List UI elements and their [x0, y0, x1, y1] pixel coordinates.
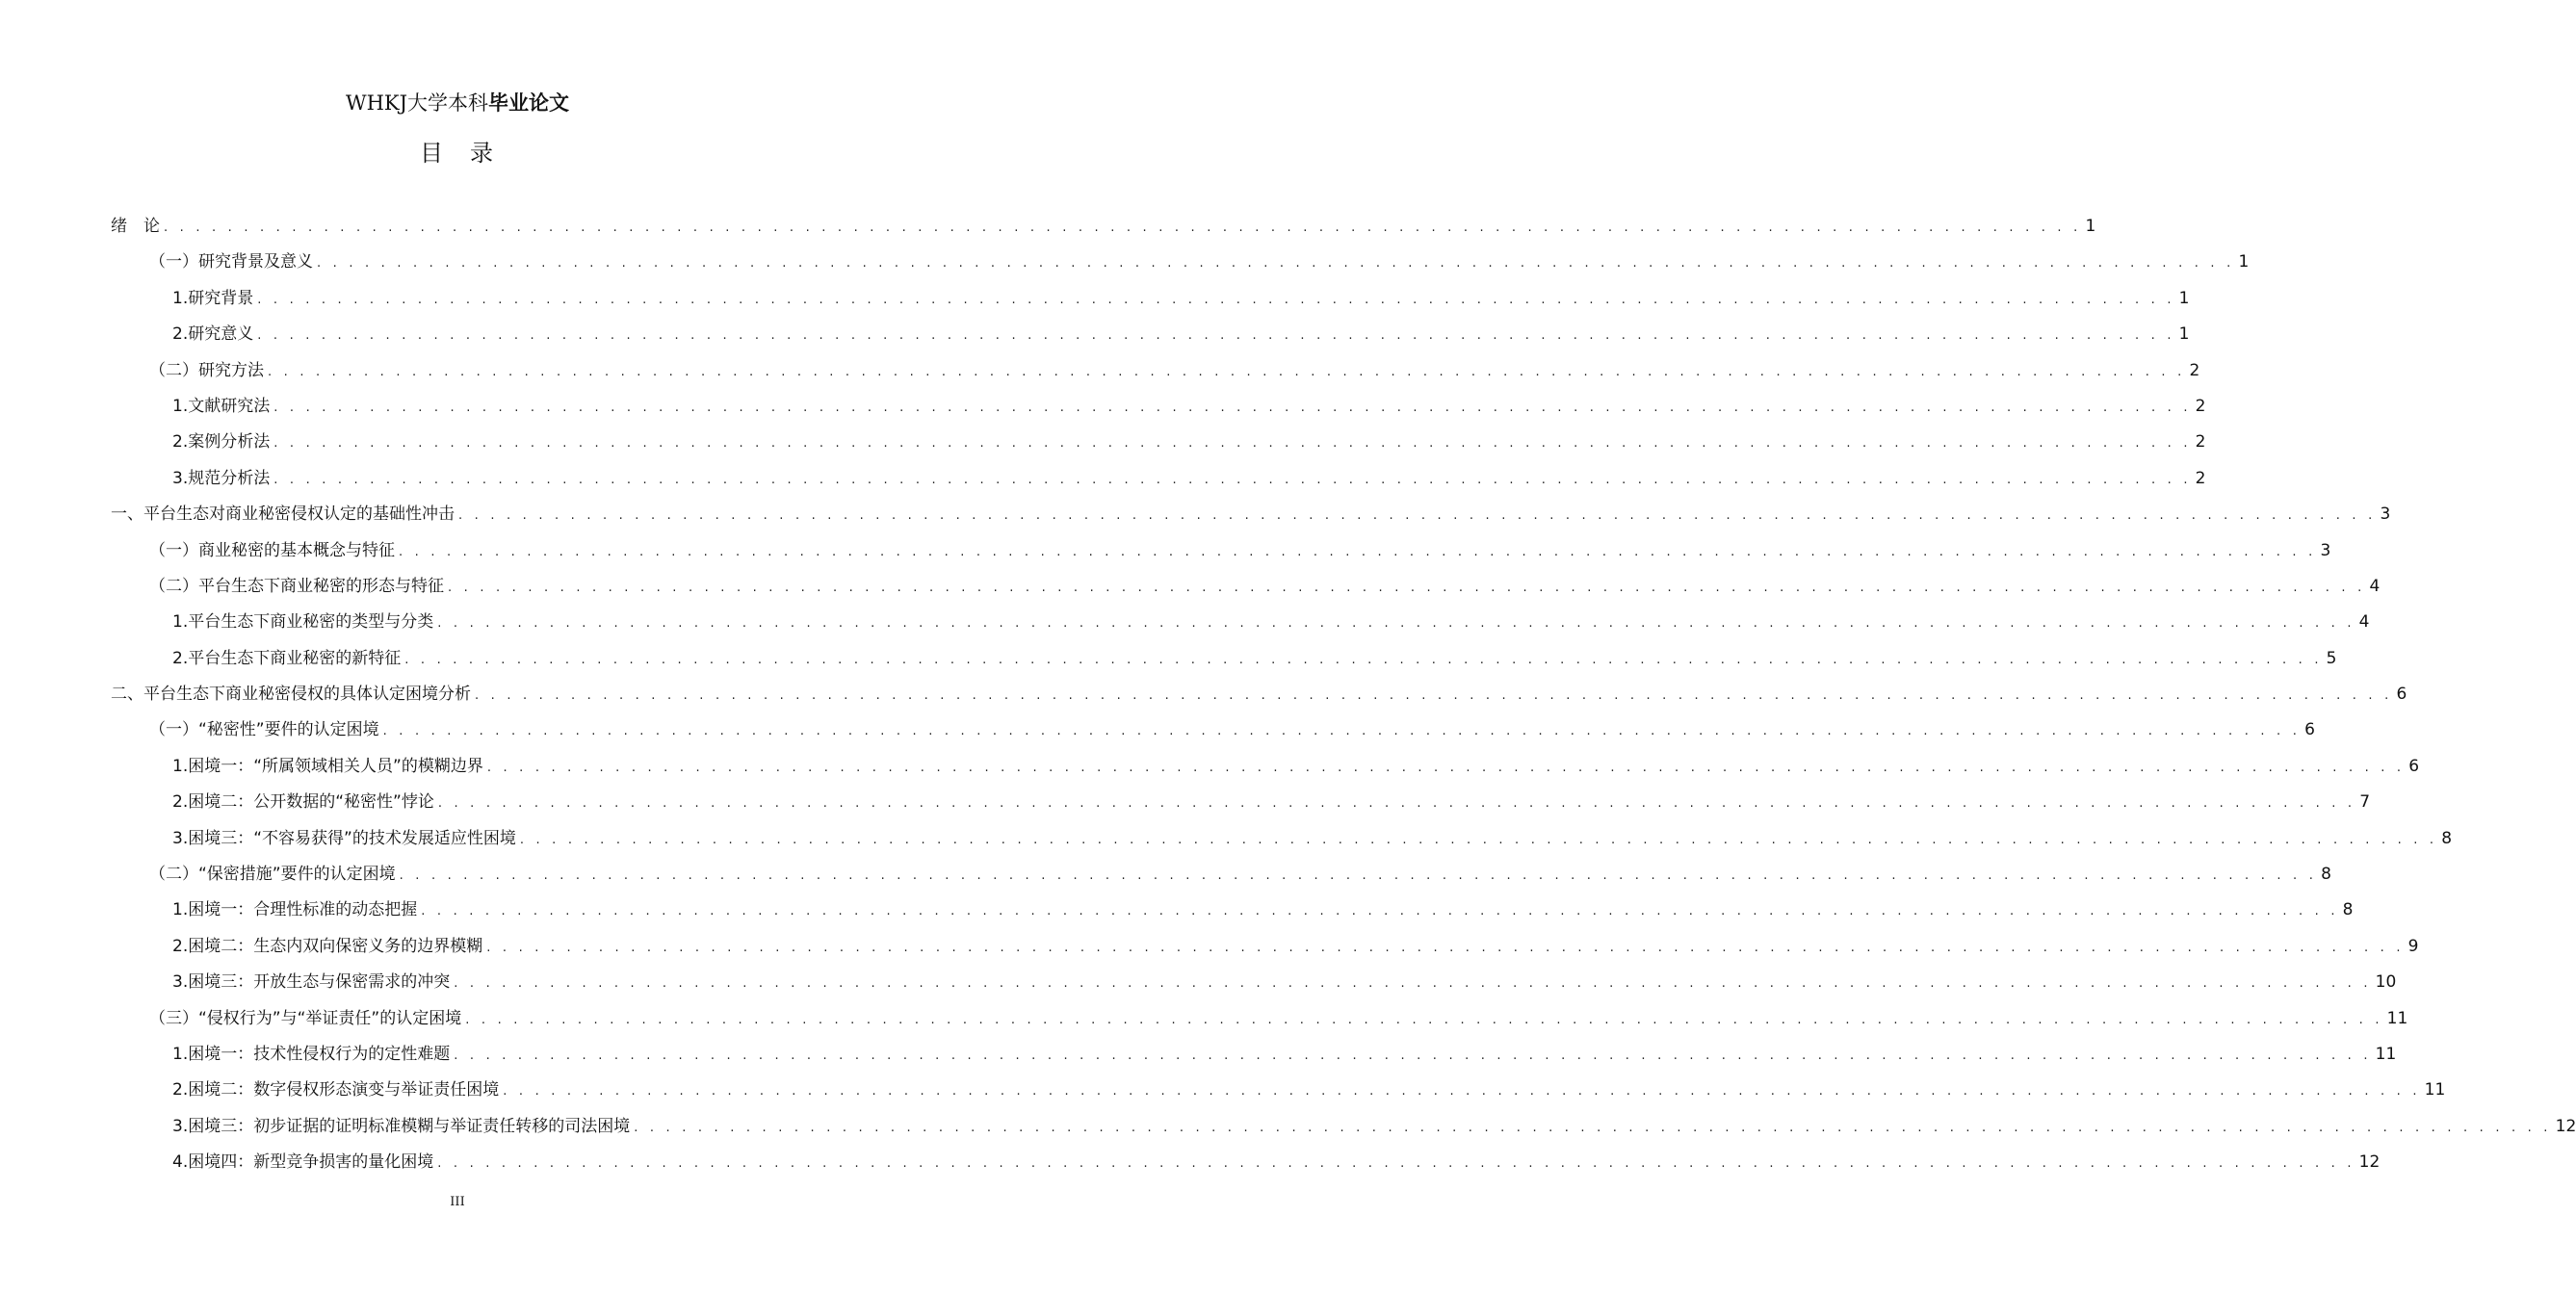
- page-number: III: [450, 1195, 465, 1209]
- toc-entry[interactable]: [111, 569, 2381, 605]
- dot-leader: . . . . . . . . . . . . . . . . . . . . . . . . . . . . . . . . . . . . . . . . . . . . . . . . . . . . . . . . . . . . . . . . . . . . . . . . . . . . . . . . . . . . . . . . . . . . . . . . . . . . . . . . . . . . . . . . . . . . . . . .: [634, 1120, 2552, 1135]
- toc-entry-text: 一、平台生态对商业秘密侵权认定的基础性冲击: [111, 505, 455, 525]
- dot-leader: . . . . . . . . . . . . . . . . . . . . . . . . . . . . . . . . . . . . . . . . . . . . . . . . . . . . . . . . . . . . . . . . . . . . . . . . . . . . . . . . . . . . . . . . . . . . . . . . . . . . . . . . . . . . . . . . . . . . . . . .: [257, 328, 2175, 344]
- toc-entry-page: 7: [2359, 792, 2371, 813]
- toc-entry-text: 3.困境三：初步证据的证明标准模糊与举证责任转移的司法困境: [172, 1116, 631, 1136]
- table-of-contents: [111, 209, 2576, 1181]
- toc-entry-text: 1.困境一：技术性侵权行为的定性难题: [172, 1044, 451, 1064]
- toc-entry-page: 1: [2178, 288, 2190, 308]
- toc-entry-text: 1.困境一：“所属领域相关人员”的模糊边界: [172, 756, 483, 776]
- toc-entry[interactable]: [111, 1109, 2576, 1145]
- toc-entry-page: 2: [2189, 360, 2200, 380]
- toc-title: 目 录: [420, 140, 495, 167]
- toc-entry-text: （一）“秘密性”要件的认定困境: [149, 720, 379, 740]
- toc-entry-text: 2.平台生态下商业秘密的新特征: [172, 648, 402, 668]
- dot-leader: . . . . . . . . . . . . . . . . . . . . . . . . . . . . . . . . . . . . . . . . . . . . . . . . . . . . . . . . . . . . . . . . . . . . . . . . . . . . . . . . . . . . . . . . . . . . . . . . . . . . . . . . . . . . . . . . . . . . . . . .: [273, 472, 2192, 487]
- dot-leader: . . . . . . . . . . . . . . . . . . . . . . . . . . . . . . . . . . . . . . . . . . . . . . . . . . . . . . . . . . . . . . . . . . . . . . . . . . . . . . . . . . . . . . . . . . . . . . . . . . . . . . . . . . . . . . . . . . . . . . . .: [382, 724, 2302, 739]
- toc-entry[interactable]: [111, 677, 2407, 712]
- toc-entry-text: （一）商业秘密的基本概念与特征: [149, 540, 395, 560]
- toc-entry-text: 1.困境一：合理性标准的动态把握: [172, 900, 418, 920]
- toc-entry-page: 6: [2304, 720, 2315, 740]
- toc-entry-page: 1: [2085, 217, 2096, 236]
- toc-entry-page: 5: [2326, 648, 2337, 668]
- toc-entry-page: 1: [2178, 324, 2190, 345]
- toc-entry[interactable]: [111, 929, 2419, 965]
- toc-entry[interactable]: [111, 281, 2190, 317]
- toc-entry[interactable]: [111, 749, 2420, 785]
- toc-entry[interactable]: [111, 317, 2190, 352]
- toc-entry-text: 二、平台生态下商业秘密侵权的具体认定困境分析: [111, 685, 471, 705]
- toc-entry[interactable]: [111, 533, 2331, 569]
- toc-entry[interactable]: [111, 857, 2331, 893]
- dot-leader: . . . . . . . . . . . . . . . . . . . . . . . . . . . . . . . . . . . . . . . . . . . . . . . . . . . . . . . . . . . . . . . . . . . . . . . . . . . . . . . . . . . . . . . . . . . . . . . . . . . . . . . . . . . . . . . . . . . . . . . .: [317, 256, 2235, 272]
- toc-entry-page: 11: [2424, 1080, 2446, 1100]
- dot-leader: . . . . . . . . . . . . . . . . . . . . . . . . . . . . . . . . . . . . . . . . . . . . . . . . . . . . . . . . . . . . . . . . . . . . . . . . . . . . . . . . . . . . . . . . . . . . . . . . . . . . . . . . . . . . . . . . . . . . . . . .: [437, 1156, 2355, 1172]
- page-header: [0, 89, 915, 117]
- dot-leader: . . . . . . . . . . . . . . . . . . . . . . . . . . . . . . . . . . . . . . . . . . . . . . . . . . . . . . . . . . . . . . . . . . . . . . . . . . . . . . . . . . . . . . . . . . . . . . . . . . . . . . . . . . . . . . . . . . . . . . . .: [448, 580, 2366, 595]
- dot-leader: . . . . . . . . . . . . . . . . . . . . . . . . . . . . . . . . . . . . . . . . . . . . . . . . . . . . . . . . . . . . . . . . . . . . . . . . . . . . . . . . . . . . . . . . . . . . . . . . . . . . . . . . . . . . . . . . . . . . . . . .: [454, 976, 2372, 992]
- toc-entry-text: 2.研究意义: [172, 324, 254, 345]
- toc-entry-text: 1.平台生态下商业秘密的类型与分类: [172, 612, 434, 633]
- toc-entry-page: 6: [2408, 756, 2420, 776]
- toc-entry-text: （一）研究背景及意义: [149, 252, 313, 272]
- dot-leader: . . . . . . . . . . . . . . . . . . . . . . . . . . . . . . . . . . . . . . . . . . . . . . . . . . . . . . . . . . . . . . . . . . . . . . . . . . . . . . . . . . . . . . . . . . . . . . . . . . . . . . . . . . . . . . . . . . . . . . . .: [475, 688, 2393, 704]
- toc-entry[interactable]: [111, 425, 2206, 460]
- toc-entry[interactable]: [111, 1037, 2397, 1073]
- toc-entry-page: 3: [2320, 540, 2331, 560]
- dot-leader: . . . . . . . . . . . . . . . . . . . . . . . . . . . . . . . . . . . . . . . . . . . . . . . . . . . . . . . . . . . . . . . . . . . . . . . . . . . . . . . . . . . . . . . . . . . . . . . . . . . . . . . . . . . . . . . . . . . . . . . .: [454, 1048, 2372, 1063]
- toc-entry-page: 8: [2321, 865, 2331, 885]
- toc-entry-page: 4: [2358, 612, 2370, 633]
- toc-entry-text: 1.研究背景: [172, 288, 254, 308]
- dot-leader: . . . . . . . . . . . . . . . . . . . . . . . . . . . . . . . . . . . . . . . . . . . . . . . . . . . . . . . . . . . . . . . . . . . . . . . . . . . . . . . . . . . . . . . . . . . . . . . . . . . . . . . . . . . . . . . . . . . . . . . .: [503, 1084, 2421, 1100]
- toc-entry[interactable]: [111, 641, 2337, 677]
- thesis-type: 毕业论文: [488, 91, 569, 115]
- toc-entry-page: 9: [2407, 936, 2419, 956]
- toc-entry[interactable]: [111, 893, 2354, 928]
- toc-entry[interactable]: [111, 353, 2200, 389]
- toc-entry-page: 3: [2380, 505, 2391, 525]
- toc-entry-page: 10: [2375, 972, 2397, 993]
- toc-entry-page: 1: [2238, 252, 2250, 272]
- toc-entry-text: 3.困境三：“不容易获得”的技术发展适应性困境: [172, 828, 516, 848]
- toc-entry[interactable]: [111, 1073, 2446, 1108]
- toc-entry-page: 4: [2369, 576, 2381, 596]
- dot-leader: . . . . . . . . . . . . . . . . . . . . . . . . . . . . . . . . . . . . . . . . . . . . . . . . . . . . . . . . . . . . . . . . . . . . . . . . . . . . . . . . . . . . . . . . . . . . . . . . . . . . . . . . . . . . . . . . . . . . . . . .: [257, 292, 2175, 307]
- toc-entry-page: 8: [2342, 900, 2354, 920]
- toc-entry-text: 2.困境二：公开数据的“秘密性”悖论: [172, 792, 434, 813]
- toc-entry-text: （二）“保密措施”要件的认定困境: [149, 865, 396, 885]
- toc-entry[interactable]: [111, 785, 2371, 820]
- toc-entry[interactable]: [111, 1001, 2408, 1037]
- toc-entry[interactable]: [111, 712, 2315, 748]
- toc-entry-text: 3.困境三：开放生态与保密需求的冲突: [172, 972, 451, 993]
- toc-entry-text: （二）平台生态下商业秘密的形态与特征: [149, 576, 444, 596]
- dot-leader: . . . . . . . . . . . . . . . . . . . . . . . . . . . . . . . . . . . . . . . . . . . . . . . . . . . . . . . . . . . . . . . . . . . . . . . . . . . . . . . . . . . . . . . . . . . . . . . . . . . . . . . . . . . . . . . . . . . . . . . .: [273, 400, 2192, 415]
- dot-leader: . . . . . . . . . . . . . . . . . . . . . . . . . . . . . . . . . . . . . . . . . . . . . . . . . . . . . . . . . . . . . . . . . . . . . . . . . . . . . . . . . . . . . . . . . . . . . . . . . . . . . . . . . . . . . . . . . . . . . . . .: [437, 796, 2356, 812]
- toc-entry-page: 2: [2195, 432, 2206, 453]
- toc-entry[interactable]: [111, 605, 2370, 640]
- toc-entry-page: 12: [2555, 1116, 2576, 1136]
- dot-leader: . . . . . . . . . . . . . . . . . . . . . . . . . . . . . . . . . . . . . . . . . . . . . . . . . . . . . . . . . . . . . . . . . . . . . . . . . . . . . . . . . . . . . . . . . . . . . . . . . . . . . . . . . . . . . . . . . . . . . . . .: [273, 436, 2192, 452]
- dot-leader: . . . . . . . . . . . . . . . . . . . . . . . . . . . . . . . . . . . . . . . . . . . . . . . . . . . . . . . . . . . . . . . . . . . . . . . . . . . . . . . . . . . . . . . . . . . . . . . . . . . . . . . . . . . . . . . . . . . . . . . .: [458, 508, 2377, 524]
- dot-leader: . . . . . . . . . . . . . . . . . . . . . . . . . . . . . . . . . . . . . . . . . . . . . . . . . . . . . . . . . . . . . . . . . . . . . . . . . . . . . . . . . . . . . . . . . . . . . . . . . . . . . . . . . . . . . . . . . . . . . . . .: [437, 616, 2355, 632]
- toc-entry[interactable]: [111, 461, 2206, 497]
- toc-entry[interactable]: [111, 209, 2096, 245]
- dot-leader: . . . . . . . . . . . . . . . . . . . . . . . . . . . . . . . . . . . . . . . . . . . . . . . . . . . . . . . . . . . . . . . . . . . . . . . . . . . . . . . . . . . . . . . . . . . . . . . . . . . . . . . . . . . . . . . . . . . . . . . .: [486, 940, 2405, 955]
- dot-leader: . . . . . . . . . . . . . . . . . . . . . . . . . . . . . . . . . . . . . . . . . . . . . . . . . . . . . . . . . . . . . . . . . . . . . . . . . . . . . . . . . . . . . . . . . . . . . . . . . . . . . . . . . . . . . . . . . . . . . . . .: [486, 760, 2406, 775]
- dot-leader: . . . . . . . . . . . . . . . . . . . . . . . . . . . . . . . . . . . . . . . . . . . . . . . . . . . . . . . . . . . . . . . . . . . . . . . . . . . . . . . . . . . . . . . . . . . . . . . . . . . . . . . . . . . . . . . . . . . . . . . .: [268, 364, 2186, 379]
- toc-entry-text: 2.案例分析法: [172, 432, 271, 453]
- toc-entry-text: 2.困境二：生态内双向保密义务的边界模糊: [172, 936, 483, 956]
- toc-entry-page: 2: [2195, 396, 2206, 416]
- dot-leader: . . . . . . . . . . . . . . . . . . . . . . . . . . . . . . . . . . . . . . . . . . . . . . . . . . . . . . . . . . . . . . . . . . . . . . . . . . . . . . . . . . . . . . . . . . . . . . . . . . . . . . . . . . . . . . . . . . . . . . . .: [404, 652, 2323, 667]
- toc-entry[interactable]: [111, 245, 2250, 280]
- toc-entry-page: 11: [2386, 1008, 2408, 1028]
- toc-entry-text: （二）研究方法: [149, 360, 264, 380]
- toc-entry-page: 6: [2396, 685, 2407, 705]
- school-name: WHKJ大学本科: [345, 91, 488, 115]
- toc-entry[interactable]: [111, 821, 2453, 857]
- toc-entry-text: （三）“侵权行为”与“举证责任”的认定困境: [149, 1008, 462, 1028]
- toc-entry-page: 12: [2358, 1152, 2381, 1173]
- dot-leader: . . . . . . . . . . . . . . . . . . . . . . . . . . . . . . . . . . . . . . . . . . . . . . . . . . . . . . . . . . . . . . . . . . . . . . . . . . . . . . . . . . . . . . . . . . . . . . . . . . . . . . . . . . . . . . . . . . . . . . . .: [421, 904, 2339, 919]
- dot-leader: . . . . . . . . . . . . . . . . . . . . . . . . . . . . . . . . . . . . . . . . . . . . . . . . . . . . . . . . . . . . . . . . . . . . . . . . . . . . . . . . . . . . . . . . . . . . . . . . . . . . . . . . . . . . . . . . . . . . . . . .: [164, 220, 2082, 235]
- toc-entry-text: 1.文献研究法: [172, 396, 271, 416]
- toc-entry-text: 2.困境二：数字侵权形态演变与举证责任困境: [172, 1080, 500, 1100]
- dot-leader: . . . . . . . . . . . . . . . . . . . . . . . . . . . . . . . . . . . . . . . . . . . . . . . . . . . . . . . . . . . . . . . . . . . . . . . . . . . . . . . . . . . . . . . . . . . . . . . . . . . . . . . . . . . . . . . . . . . . . . . .: [519, 832, 2438, 847]
- dot-leader: . . . . . . . . . . . . . . . . . . . . . . . . . . . . . . . . . . . . . . . . . . . . . . . . . . . . . . . . . . . . . . . . . . . . . . . . . . . . . . . . . . . . . . . . . . . . . . . . . . . . . . . . . . . . . . . . . . . . . . . .: [399, 544, 2317, 559]
- toc-entry-page: 2: [2195, 468, 2206, 488]
- toc-entry[interactable]: [111, 497, 2391, 532]
- toc-entry-text: 4.困境四：新型竞争损害的量化困境: [172, 1152, 434, 1173]
- toc-entry-page: 11: [2375, 1044, 2397, 1064]
- toc-entry[interactable]: [111, 389, 2206, 425]
- toc-entry[interactable]: [111, 965, 2397, 1000]
- dot-leader: . . . . . . . . . . . . . . . . . . . . . . . . . . . . . . . . . . . . . . . . . . . . . . . . . . . . . . . . . . . . . . . . . . . . . . . . . . . . . . . . . . . . . . . . . . . . . . . . . . . . . . . . . . . . . . . . . . . . . . . .: [465, 1012, 2383, 1027]
- toc-entry[interactable]: [111, 1145, 2381, 1180]
- toc-entry-text: 绪 论: [111, 217, 160, 236]
- dot-leader: . . . . . . . . . . . . . . . . . . . . . . . . . . . . . . . . . . . . . . . . . . . . . . . . . . . . . . . . . . . . . . . . . . . . . . . . . . . . . . . . . . . . . . . . . . . . . . . . . . . . . . . . . . . . . . . . . . . . . . . .: [399, 868, 2318, 884]
- toc-entry-text: 3.规范分析法: [172, 468, 271, 488]
- toc-entry-page: 8: [2441, 828, 2453, 848]
